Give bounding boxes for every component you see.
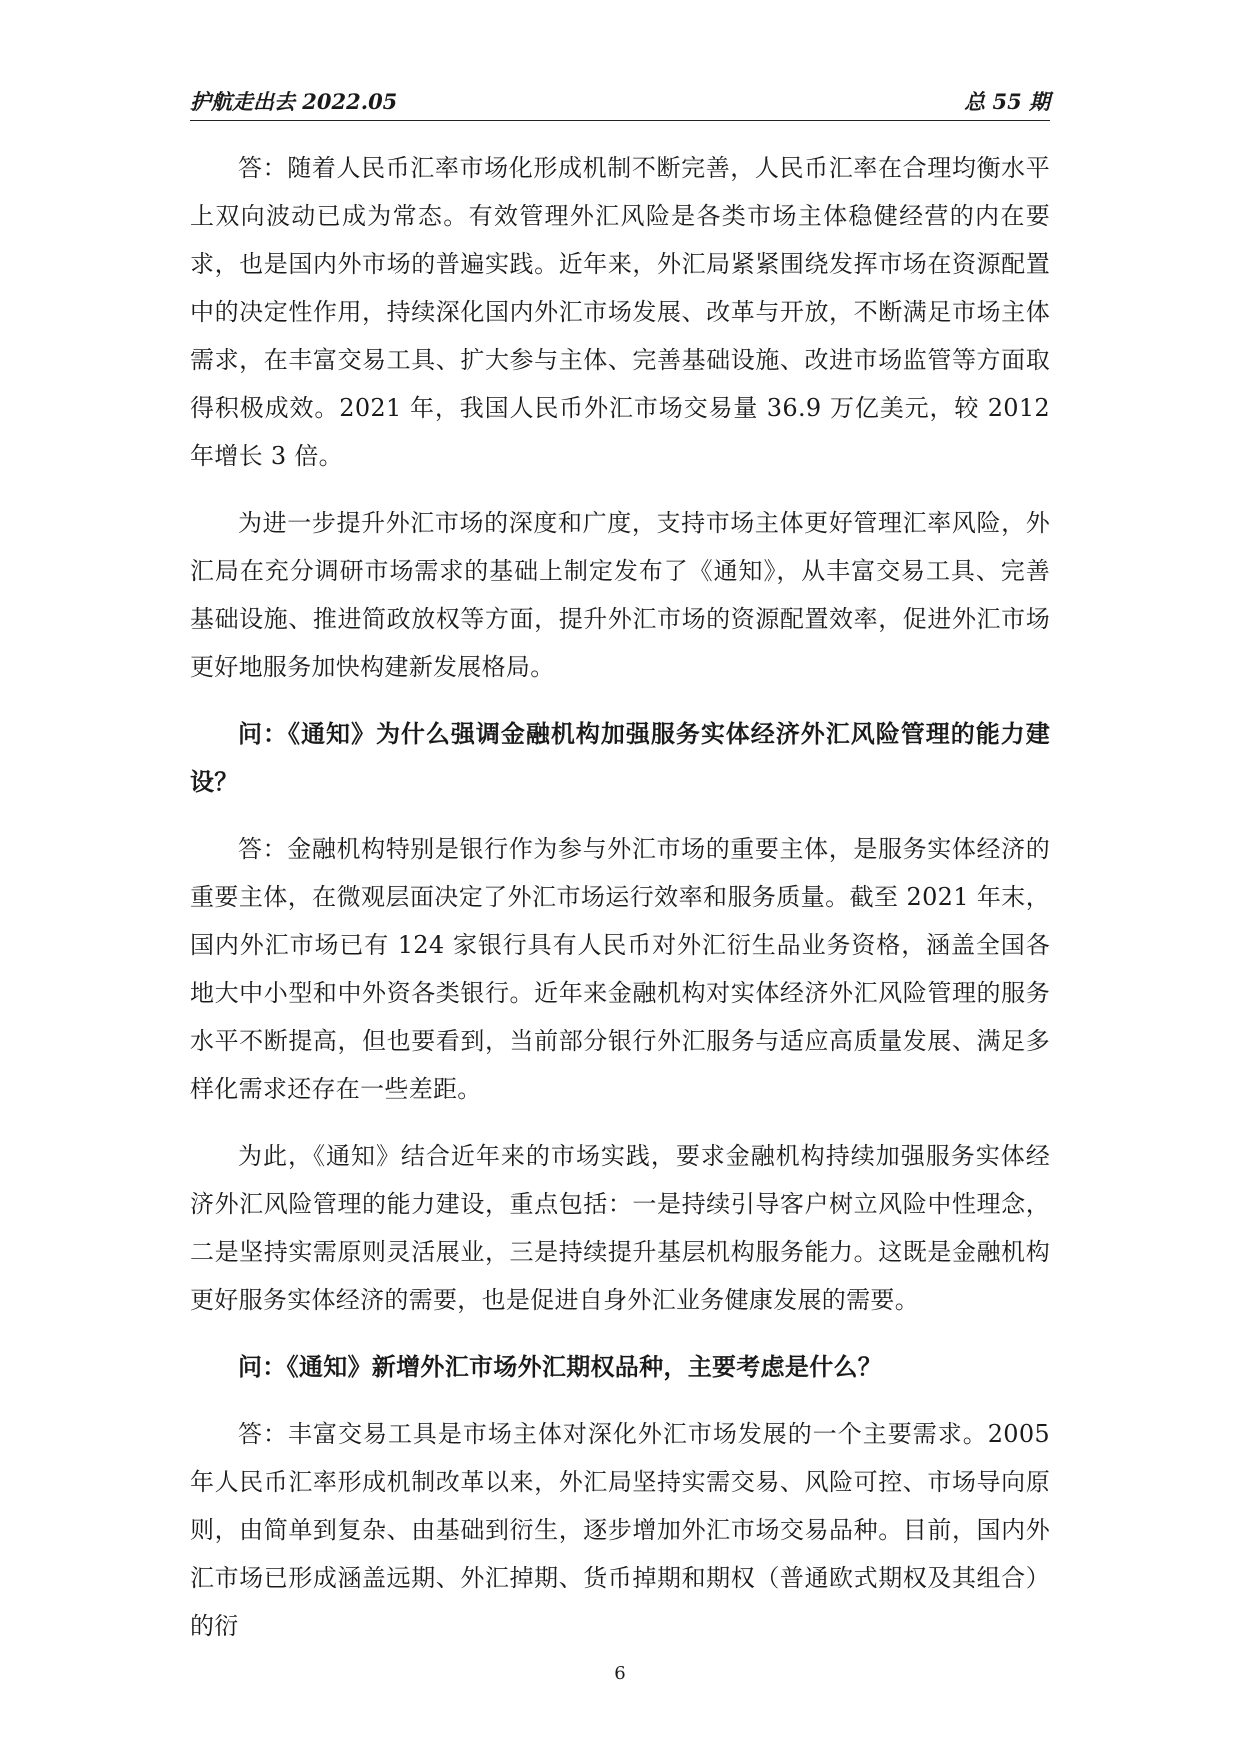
page-header bbox=[190, 84, 1050, 124]
page-number: 6 bbox=[614, 1663, 626, 1684]
header-divider bbox=[190, 120, 1050, 121]
document-body bbox=[190, 144, 1050, 1669]
paragraph-notice-purpose: 为进一步提升外汇市场的深度和广度，支持市场主体更好管理汇率风险，外汇局在充分调研市场需求的基础上制定发布了《通知》，从丰富交易工具、完善基础设施、推进简政放权等方面，提升外汇市场的资源配置效率，促进外汇市场更好地服务加快构建新发展格局。 bbox=[190, 509, 1050, 681]
paragraph-answer-trading-tools: 答：丰富交易工具是市场主体对深化外汇市场发展的一个主要需求。2005 年人民币汇率形成机制改革以来，外汇局坚持实需交易、风险可控、市场导向原则，由简单到复杂、由基础到衍生，逐步增加外汇市场交易品种。目前，国内外汇市场已形成涵盖远期、外汇掉期、货币掉期和期权（普通欧式期权及其组合）的衍 bbox=[190, 1420, 1050, 1640]
header-publication-title: 护航走出去 2022.05 bbox=[190, 89, 398, 114]
paragraph-notice-requirements: 为此，《通知》结合近年来的市场实践，要求金融机构持续加强服务实体经济外汇风险管理的能力建设，重点包括：一是持续引导客户树立风险中性理念，二是坚持实需原则灵活展业，三是持续提升基层机构服务能力。这既是金融机构更好服务实体经济的需要，也是促进自身外汇业务健康发展的需要。 bbox=[190, 1142, 1050, 1314]
question-heading-options: 问：《通知》新增外汇市场外汇期权品种，主要考虑是什么？ bbox=[238, 1352, 883, 1381]
paragraph-answer-banks: 答：金融机构特别是银行作为参与外汇市场的重要主体，是服务实体经济的重要主体，在微观层面决定了外汇市场运行效率和服务质量。截至 2021 年末，国内外汇市场已有 124 家银行具有人民币对外汇衍生品业务资格，涵盖全国各地大中小型和中外资各类银行。近年来金融机构对实体经济外汇风险管理的服务水平不断提高，但也要看到，当前部分银行外汇服务与适应高质量发展、满足多样化需求还存在一些差距。 bbox=[190, 835, 1050, 1103]
header-issue-number: 总 55 期 bbox=[964, 89, 1050, 114]
paragraph-answer-intro: 答：随着人民币汇率市场化形成机制不断完善，人民币汇率在合理均衡水平上双向波动已成为常态。有效管理外汇风险是各类市场主体稳健经营的内在要求，也是国内外市场的普遍实践。近年来，外汇局紧紧围绕发挥市场在资源配置中的决定性作用，持续深化国内外汇市场发展、改革与开放，不断满足市场主体需求，在丰富交易工具、扩大参与主体、完善基础设施、改进市场监管等方面取得积极成效。2021 年，我国人民币外汇市场交易量 36.9 万亿美元，较 2012 年增长 3 倍。 bbox=[190, 154, 1050, 470]
question-heading-capacity: 问：《通知》为什么强调金融机构加强服务实体经济外汇风险管理的能力建设？ bbox=[190, 719, 1050, 796]
